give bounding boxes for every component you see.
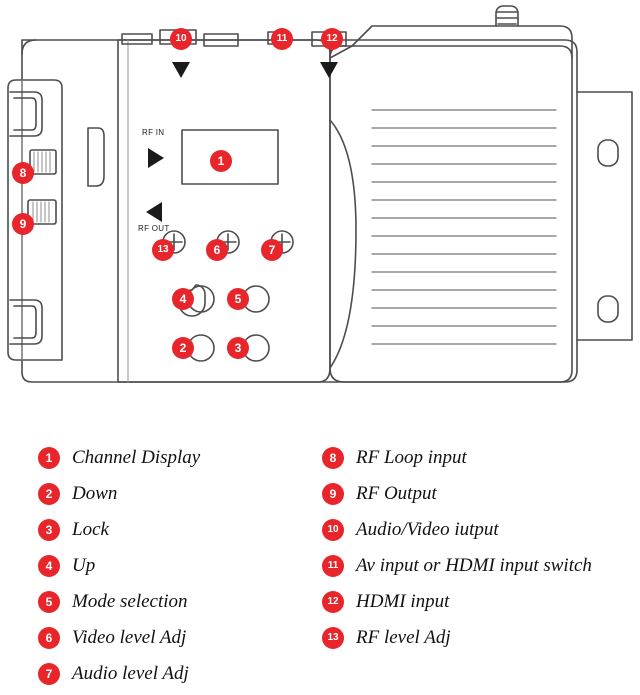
legend-badge-4: 4 [38, 555, 60, 577]
pointer-12 [320, 62, 338, 78]
legend-badge-2: 2 [38, 483, 60, 505]
legend-item-1 [38, 440, 328, 476]
legend-item-6 [38, 620, 328, 656]
mounting-bracket [577, 92, 632, 340]
marker-4[interactable]: 4 [172, 288, 194, 310]
legend-label-12: HDMI input [356, 591, 450, 612]
legend-item-5 [38, 584, 328, 620]
legend-item-13 [322, 620, 640, 656]
marker-5[interactable]: 5 [227, 288, 249, 310]
legend-label-11: Av input or HDMI input switch [356, 555, 592, 576]
legend-badge-11: 11 [322, 555, 344, 577]
right-module-top-bevel [352, 26, 572, 58]
module-front-curve [330, 120, 356, 368]
legend-item-3 [38, 512, 328, 548]
legend-badge-1: 1 [38, 447, 60, 469]
marker-3[interactable]: 3 [227, 337, 249, 359]
rf-in-arrow [148, 148, 164, 168]
panel-slot [88, 128, 104, 186]
legend-badge-5: 5 [38, 591, 60, 613]
legend-label-9: RF Output [356, 483, 437, 504]
legend-item-8 [322, 440, 640, 476]
legend-badge-7: 7 [38, 663, 60, 685]
device-body-outline [22, 40, 577, 382]
legend-label-4: Up [72, 555, 96, 576]
legend-column-right [322, 440, 640, 656]
antenna [496, 6, 518, 26]
right-module [330, 46, 572, 382]
legend-badge-9: 9 [322, 483, 344, 505]
rf-in-label: RF IN [142, 128, 165, 137]
marker-8[interactable]: 8 [12, 162, 34, 184]
legend-item-9 [322, 476, 640, 512]
bracket-slot-top [598, 140, 618, 166]
legend [0, 440, 640, 695]
marker-10[interactable]: 10 [170, 28, 192, 50]
legend-item-4 [38, 548, 328, 584]
legend-label-13: RF level Adj [356, 627, 451, 648]
rf-out-label: RF OUT [138, 224, 170, 233]
legend-label-2: Down [72, 483, 118, 504]
heatsink-fins [372, 110, 556, 344]
marker-12[interactable]: 12 [321, 28, 343, 50]
legend-badge-8: 8 [322, 447, 344, 469]
marker-11[interactable]: 11 [271, 28, 293, 50]
marker-13[interactable]: 13 [152, 239, 174, 261]
marker-2[interactable]: 2 [172, 337, 194, 359]
legend-badge-3: 3 [38, 519, 60, 541]
bracket-slot-bottom [598, 296, 618, 322]
legend-label-5: Mode selection [72, 591, 188, 612]
rf-loop-connector [30, 150, 56, 174]
legend-label-6: Video level Adj [72, 627, 187, 648]
legend-badge-10: 10 [322, 519, 344, 541]
legend-badge-6: 6 [38, 627, 60, 649]
legend-badge-12: 12 [322, 591, 344, 613]
marker-6[interactable]: 6 [206, 239, 228, 261]
pointer-10 [172, 62, 190, 78]
legend-label-8: RF Loop input [356, 447, 467, 468]
device-top-left-corner [22, 40, 36, 54]
marker-1[interactable]: 1 [210, 150, 232, 172]
legend-item-7 [38, 656, 328, 692]
legend-item-10 [322, 512, 640, 548]
legend-badge-13: 13 [322, 627, 344, 649]
legend-label-10: Audio/Video iutput [356, 519, 499, 540]
legend-label-7: Audio level Adj [72, 663, 189, 684]
marker-7[interactable]: 7 [261, 239, 283, 261]
rf-out-arrow [146, 202, 162, 222]
legend-item-11 [322, 548, 640, 584]
legend-column-left [38, 440, 328, 692]
legend-item-2 [38, 476, 328, 512]
legend-label-1: Channel Display [72, 447, 201, 468]
legend-label-3: Lock [72, 519, 109, 540]
marker-9[interactable]: 9 [12, 213, 34, 235]
top-port-a [122, 34, 152, 44]
legend-item-12 [322, 584, 640, 620]
